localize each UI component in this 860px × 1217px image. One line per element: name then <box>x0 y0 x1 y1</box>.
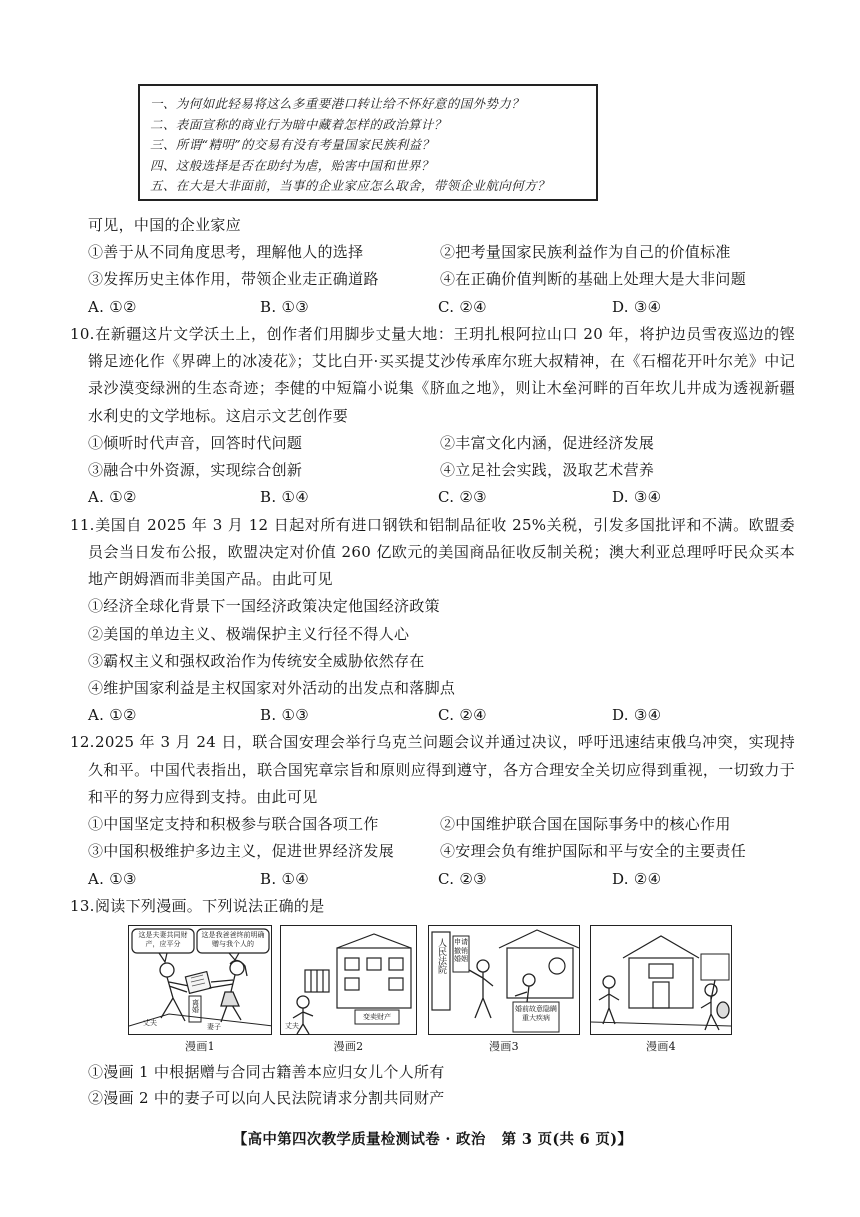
q11-answers <box>70 702 795 729</box>
comic-3-drawing <box>429 926 580 1035</box>
bag-icon <box>717 1002 729 1018</box>
house-emblem <box>549 958 565 974</box>
q10-option: ②丰富文化内涵，促进经济发展 <box>440 433 655 452</box>
house-wall <box>507 948 573 998</box>
q12-option: ①中国坚定支持和积极参与联合国各项工作 <box>88 815 379 834</box>
answer-choice-a: A. ①② <box>88 706 137 725</box>
bubble-right-tail <box>229 953 239 960</box>
q9-option: ③发挥历史主体作用，带领企业走正确道路 <box>88 270 379 289</box>
answer-choice-b: B. ①③ <box>260 706 309 725</box>
window <box>389 978 403 990</box>
house-roof <box>623 936 699 958</box>
q12-stem <box>70 729 795 811</box>
comic-panel-3 <box>428 925 580 1035</box>
right-figure <box>701 980 729 1030</box>
question-text: 美国自 2025 年 3 月 12 日起对所有进口钢铁和铝制品征收 25%关税，引发多国批评和不满。欧盟委员会当日发布公报，欧盟决定对价值 260 亿欧元的美国商品征收反制关税；澳大利亚总理呼吁民众买本地产朗姆酒而非美国产品。由此可见 <box>88 515 795 589</box>
answer-choice-c: C. ②④ <box>438 297 487 316</box>
comic-caption-2: 漫画2 <box>333 1040 364 1054</box>
q12-options-row <box>70 838 795 865</box>
question-number: 10. <box>70 324 95 343</box>
question-number: 11. <box>70 515 95 534</box>
comic-panel-2 <box>280 925 417 1035</box>
applicant-body <box>469 970 493 1018</box>
question-text: 在新疆这片文学沃土上，创作者们用脚步丈量大地：王玥扎根阿拉山口 20 年，将护边员雪夜巡边的铿锵足迹化作《界碑上的冰凌花》；艾比白开·买买提艾沙传承库尔班大叔精神，在《石榴花开叶尔羌》中记录沙漠变绿洲的生态奇迹；李健的中短篇小说集《脐血之地》，则让木垒河畔的百年坎儿井成为透视新疆水利史的文学地标。这启示文艺创作要 <box>88 324 795 425</box>
q9-option: ④在正确价值判断的基础上处理大是大非问题 <box>440 270 747 289</box>
box-line: 四、这般选择是否在助纣为虐，贻害中国和世界？ <box>150 157 434 173</box>
answer-choice-c: C. ②④ <box>438 706 487 725</box>
q11-stem <box>70 512 795 594</box>
q10-stem <box>70 321 795 430</box>
bubble-left-text: 这是夫妻共同财产，应平分 <box>138 931 188 948</box>
q13-statement: ②漫画 2 中的妻子可以向人民法院请求分割共同财产 <box>88 1089 445 1108</box>
q12-option: ②中国维护联合国在国际事务中的核心作用 <box>440 815 731 834</box>
question-text: 2025 年 3 月 24 日，联合国安理会举行乌克兰问题会议并通过决议，呼吁迅速结束俄乌冲突，实现持久和平。中国代表指出，联合国宪章宗旨和原则应得到遵守，各方合理安全关切应得到重视，一切致力于和平的努力应得到支持。由此可见 <box>88 733 795 806</box>
question-number: 12. <box>70 733 95 752</box>
q9-option: ②把考量国家民族利益作为自己的价值标准 <box>440 243 731 262</box>
q9-option: ①善于从不同角度思考，理解他人的选择 <box>88 243 364 262</box>
bubble-left-tail <box>159 953 167 962</box>
book-cover <box>185 972 210 994</box>
question-text: 阅读下列漫画。下列说法正确的是 <box>95 896 325 915</box>
husband-head <box>160 963 174 977</box>
window-bars <box>311 970 323 992</box>
answer-choice-d: D. ③④ <box>612 488 662 507</box>
husband-label: 丈夫 <box>143 1019 157 1028</box>
q13-statements <box>70 1059 795 1111</box>
house-icon <box>623 936 699 1008</box>
q10-option: ①倾听时代声音，回答时代问题 <box>88 433 303 452</box>
wife-figure <box>209 961 247 1023</box>
window <box>367 958 381 970</box>
q10-option: ④立足社会实践，汲取艺术营养 <box>440 461 655 480</box>
spouse-head <box>523 974 535 986</box>
protest-sign <box>701 954 729 980</box>
q10-option: ③融合中外资源，实现综合创新 <box>88 461 303 480</box>
comic-panel-4 <box>590 925 732 1035</box>
question-box <box>138 84 598 201</box>
q11-option: ②美国的单边主义、极端保护主义行径不得人心 <box>88 624 410 643</box>
comic-4-drawing <box>591 926 732 1035</box>
answer-choice-d: D. ③④ <box>612 706 662 725</box>
box-line: 二、表面宣称的商业行为暗中藏着怎样的政治算计？ <box>150 116 447 132</box>
house-door <box>653 982 669 1008</box>
applicant-head <box>477 960 489 972</box>
left-figure-head <box>603 976 615 988</box>
comic-caption-4: 漫画4 <box>646 1040 676 1054</box>
q13-stem <box>70 893 795 920</box>
q10-options-row <box>70 457 795 484</box>
q12-option: ④安理会负有维护国际和平与安全的主要责任 <box>440 842 747 861</box>
page-footer: 【高中第四次教学质量检测试卷 · 政治 第 3 页(共 6 页)】 <box>232 1131 633 1149</box>
comic-caption-3: 漫画3 <box>489 1040 519 1054</box>
husband-head <box>297 996 309 1008</box>
husband-label: 丈夫 <box>285 1022 299 1031</box>
q10-options-row <box>70 430 795 457</box>
answer-choice-a: A. ①② <box>88 488 137 507</box>
court-sign-text: 人民法院 <box>436 938 446 975</box>
answer-choice-b: B. ①④ <box>260 488 309 507</box>
q9-answers <box>70 294 795 321</box>
exam-content <box>70 212 795 1151</box>
q12-option: ③中国积极维护多边主义，促进世界经济发展 <box>88 842 395 861</box>
window <box>389 958 403 970</box>
q10-answers <box>70 484 795 511</box>
answer-choice-a: A. ①③ <box>88 869 137 888</box>
comic-panel-1 <box>128 925 272 1035</box>
q11-option: ①经济全球化背景下一国经济政策决定他国经济政策 <box>88 597 440 616</box>
q9-lead: 可见，中国的企业家应 <box>88 216 242 234</box>
q11-option: ③霸权主义和强权政治作为传统安全威胁依然存在 <box>88 651 425 670</box>
q12-options-row <box>70 811 795 838</box>
answer-choice-b: B. ①③ <box>260 297 309 316</box>
illness-notice-text: 婚前故意隐瞒重大疾病 <box>515 1005 557 1022</box>
answer-choice-d: D. ②④ <box>612 869 662 888</box>
comic-captions <box>70 1037 795 1057</box>
house-plaque <box>649 964 673 978</box>
left-figure-body <box>599 988 619 1024</box>
q12-answers <box>70 866 795 893</box>
window <box>345 978 359 990</box>
house-wall <box>629 958 693 1008</box>
q9-options-row <box>70 239 795 266</box>
husband-figure <box>160 963 189 1021</box>
answer-choice-b: B. ①④ <box>260 869 309 888</box>
applicant-figure <box>469 960 493 1018</box>
q13-statement: ①漫画 1 中根据赠与合同古籍善本应归女儿个人所有 <box>88 1063 445 1082</box>
house-icon <box>499 930 579 998</box>
bubble-right-text: 这是我爸爸终前明确赠与我个人的 <box>201 931 265 948</box>
question-number: 13. <box>70 896 95 915</box>
right-figure-head <box>705 984 717 996</box>
box-line: 三、所谓“精明”的交易有没有考量国家民族利益？ <box>150 137 435 152</box>
comic-caption-1: 漫画1 <box>185 1040 215 1054</box>
building-icon <box>305 934 411 1008</box>
divorce-sign-text: 离婚 <box>191 999 200 1014</box>
q11-option: ④维护国家利益是主权国家对外活动的出发点和落脚点 <box>88 678 456 697</box>
answer-choice-c: C. ②③ <box>438 869 487 888</box>
q9-options-row <box>70 266 795 293</box>
box-line: 一、为何如此轻易将这么多重要港口转让给不怀好意的国外势力？ <box>150 96 525 111</box>
window <box>345 958 359 970</box>
answer-choice-a: A. ①② <box>88 297 137 316</box>
answer-choice-c: C. ②③ <box>438 488 487 507</box>
comic-strip <box>70 925 795 1037</box>
book-icon <box>185 972 210 994</box>
wife-skirt <box>221 992 239 1006</box>
wife-label: 妻子 <box>207 1023 221 1032</box>
left-figure <box>599 976 619 1024</box>
house-roof <box>499 930 579 948</box>
sale-sign-text: 变卖财产 <box>363 1013 391 1022</box>
building-roof <box>337 934 411 948</box>
ground-line <box>591 1022 732 1026</box>
box-line: 五、在大是大非面前，当事的企业家应怎么取舍，带领企业航向何方？ <box>150 178 550 193</box>
answer-choice-d: D. ③④ <box>612 297 662 316</box>
application-paper-text: 申请撤销婚姻 <box>454 938 468 964</box>
